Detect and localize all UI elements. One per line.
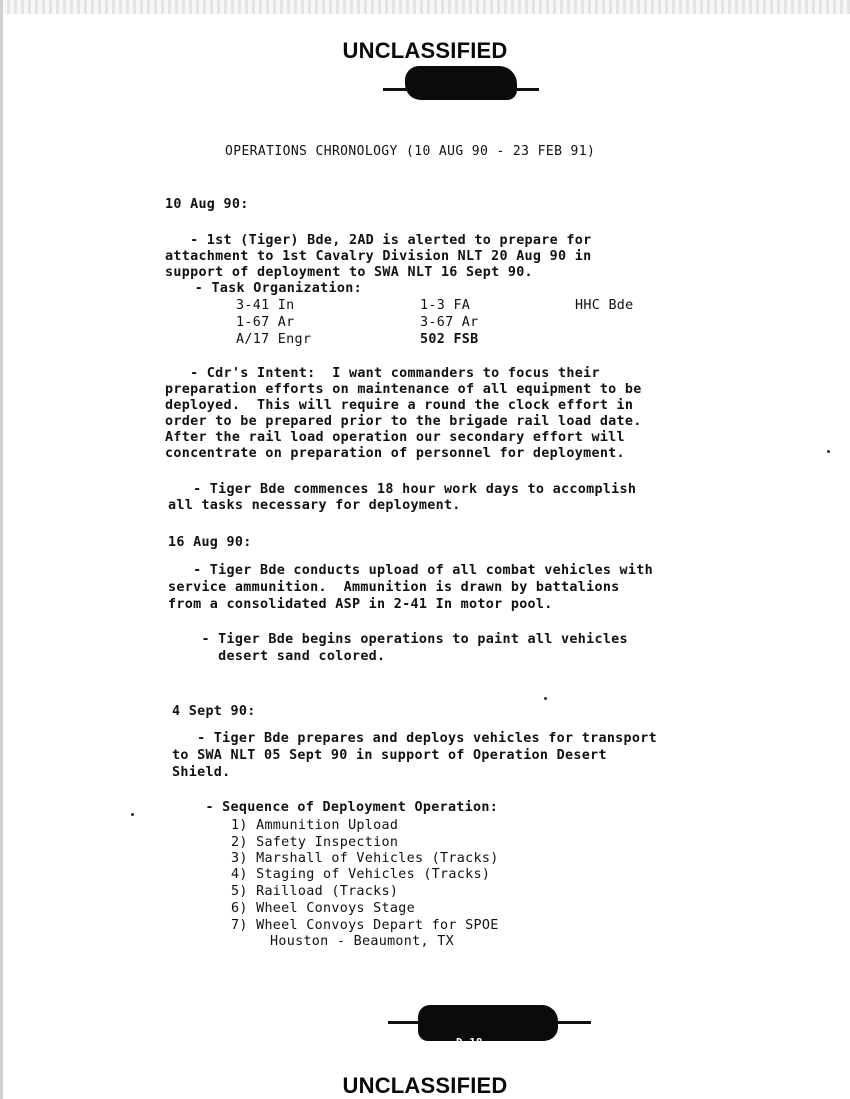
scan-speck [131,813,134,816]
paragraph-line: attachment to 1st Cavalry Division NLT 20 Aug 90 in [165,249,592,264]
document-title: OPERATIONS CHRONOLOGY (10 AUG 90 - 23 FEB 91) [225,144,596,159]
paragraph-line: deployed. This will require a round the clock effort in [165,398,634,413]
paragraph-line: - Tiger Bde begins operations to paint all vehicles [168,632,628,647]
paragraph-line: preparation efforts on maintenance of all equipment to be [165,382,642,397]
paragraph-line: - Cdr's Intent: I want commanders to focus their [165,366,600,381]
sequence-item: 6) Wheel Convoys Stage [231,901,415,916]
sequence-item: 2) Safety Inspection [231,835,399,850]
task-org-cell: HHC Bde [575,298,634,313]
task-org-cell: 3-67 Ar [420,315,479,330]
paragraph-line: - 1st (Tiger) Bde, 2AD is alerted to prepare for [165,233,592,248]
task-org-cell: 1-67 Ar [236,315,295,330]
classification-bottom: UNCLASSIFIED [342,1073,508,1098]
paragraph-line: - Tiger Bde prepares and deploys vehicles for transport [172,731,657,746]
date-heading: 10 Aug 90: [165,197,249,212]
paragraph-line: to SWA NLT 05 Sept 90 in support of Operation Desert [172,748,607,763]
task-org-cell: A/17 Engr [236,332,312,347]
scan-left-edge [0,0,3,1099]
paragraph-line: order to be prepared prior to the brigade rail load date. [165,414,642,429]
paragraph-line: - Tiger Bde conducts upload of all combat vehicles with [168,563,653,578]
task-org-cell: 3-41 In [236,298,295,313]
date-heading: 16 Aug 90: [168,535,252,550]
sequence-item: 1) Ammunition Upload [231,818,399,833]
sequence-note: Houston - Beaumont, TX [270,934,454,949]
task-org-cell: 1-3 FA [420,298,471,313]
sequence-item: 5) Railload (Tracks) [231,884,399,899]
paragraph-line: from a consolidated ASP in 2-41 In motor pool. [168,597,553,612]
classification-top: UNCLASSIFIED [342,38,508,63]
scan-speck [544,697,547,700]
paragraph-line: concentrate on preparation of personnel for deployment. [165,446,625,461]
page-number: D-18 [456,1036,483,1049]
paragraph-line: Shield. [172,765,231,780]
sequence-heading: - Sequence of Deployment Operation: [172,800,499,815]
scan-top-edge [0,0,850,14]
paragraph-line: service ammunition. Ammunition is drawn by battalions [168,580,620,595]
task-org-cell: 502 FSB [420,332,479,347]
task-org-heading: - Task Organization: [178,281,362,296]
paragraph-line: desert sand colored. [168,649,386,664]
sequence-item: 4) Staging of Vehicles (Tracks) [231,867,491,882]
sequence-item: 3) Marshall of Vehicles (Tracks) [231,851,499,866]
paragraph-line: - Tiger Bde commences 18 hour work days to accomplish [168,482,637,497]
paragraph-line: After the rail load operation our secondary effort will [165,430,625,445]
date-heading: 4 Sept 90: [172,704,256,719]
paragraph-line: support of deployment to SWA NLT 16 Sept 90. [165,265,533,280]
scan-speck [827,450,830,453]
paragraph-line: all tasks necessary for deployment. [168,498,461,513]
redaction-block-top [405,66,517,100]
redaction-block-bottom [418,1005,558,1041]
sequence-item: 7) Wheel Convoys Depart for SPOE [231,918,499,933]
